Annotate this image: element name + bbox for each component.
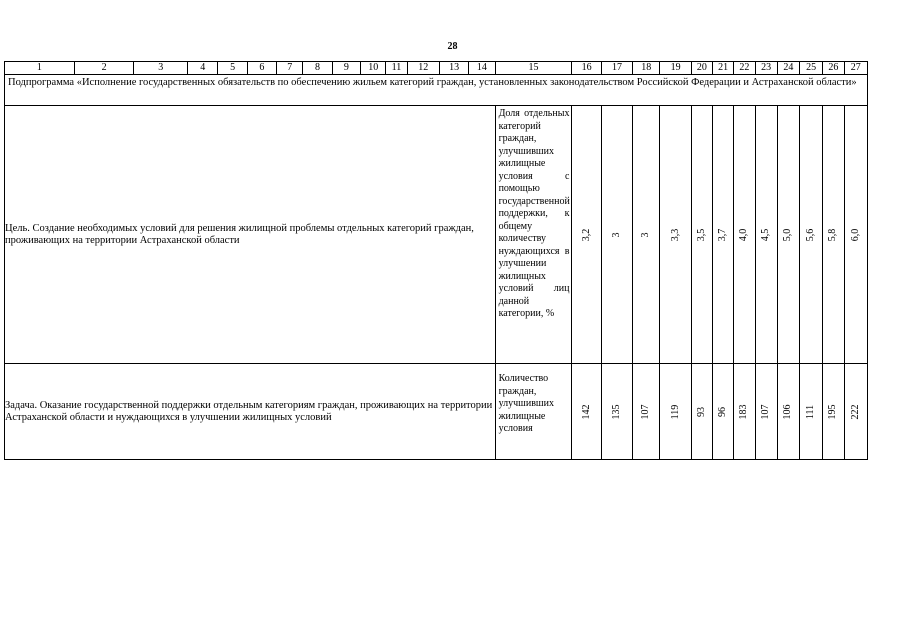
column-number: 22 [734, 62, 755, 75]
value: 111 [805, 404, 817, 419]
value: 107 [760, 404, 772, 419]
value-cell [633, 364, 660, 460]
column-number: 23 [755, 62, 777, 75]
column-number: 17 [601, 62, 632, 75]
value: 96 [717, 406, 729, 417]
value: 3,2 [580, 228, 592, 241]
value-cell [755, 106, 777, 364]
value: 3,3 [669, 228, 681, 241]
value: 3,5 [695, 228, 707, 241]
indicators-table [4, 61, 868, 460]
value: 3 [610, 232, 622, 237]
value-cell [660, 106, 691, 364]
indicator-name: Доля отдельных категорий граждан, улучшивших жилищные условия с помощью государственной поддержки, к общему количеству нуждающихся в улучшении жилищных условий лиц данной категории, % [495, 106, 572, 364]
column-number: 19 [660, 62, 691, 75]
value-cell [844, 106, 867, 364]
column-number: 12 [407, 62, 439, 75]
value-cell [601, 364, 632, 460]
value-cell [734, 106, 755, 364]
column-number: 20 [691, 62, 712, 75]
page-number: 28 [447, 41, 458, 52]
column-number: 15 [495, 62, 572, 75]
column-number: 3 [134, 62, 188, 75]
column-number: 18 [633, 62, 660, 75]
column-number: 13 [439, 62, 468, 75]
value-cell [823, 364, 844, 460]
value: 135 [610, 404, 622, 419]
value: 142 [580, 404, 592, 419]
value-cell [713, 364, 734, 460]
value-cell [572, 106, 601, 364]
value-cell [734, 364, 755, 460]
value: 4,5 [760, 228, 772, 241]
column-number: 27 [844, 62, 867, 75]
value: 106 [782, 404, 794, 419]
value: 183 [738, 404, 750, 419]
value-cell [844, 364, 867, 460]
value-cell [755, 364, 777, 460]
column-number: 25 [800, 62, 823, 75]
value: 3,7 [717, 228, 729, 241]
table-row [5, 106, 868, 364]
column-number: 26 [823, 62, 844, 75]
value-cell [691, 106, 712, 364]
value: 3 [640, 232, 652, 237]
value-cell [660, 364, 691, 460]
column-number: 10 [361, 62, 386, 75]
value: 119 [669, 404, 681, 419]
value: 6,0 [849, 228, 861, 241]
value: 195 [827, 404, 839, 419]
column-number: 5 [218, 62, 247, 75]
column-number: 6 [247, 62, 276, 75]
value: 5,6 [805, 228, 817, 241]
value-cell [777, 364, 799, 460]
column-number: 8 [303, 62, 332, 75]
value: 107 [640, 404, 652, 419]
value-cell [800, 106, 823, 364]
column-number: 11 [386, 62, 407, 75]
value: 222 [849, 404, 861, 419]
value-cell [823, 106, 844, 364]
subprogram-title: Подпрограмма «Исполнение государственных обязательств по обеспечению жильем категорий граждан, установленных законодательством Российской Федерации и Астраханской области» [5, 75, 868, 106]
value-cell [601, 106, 632, 364]
column-number-row [5, 62, 868, 75]
column-number: 21 [713, 62, 734, 75]
value: 5,0 [782, 228, 794, 241]
value: 5,8 [827, 228, 839, 241]
value-cell [691, 364, 712, 460]
value-cell [572, 364, 601, 460]
column-number: 16 [572, 62, 601, 75]
column-number: 4 [188, 62, 218, 75]
value-cell [713, 106, 734, 364]
goal-description: Цель. Создание необходимых условий для решения жилищной проблемы отдельных категорий граждан, проживающих на территории Астраханской области [5, 106, 496, 364]
value: 4,0 [738, 228, 750, 241]
table-row [5, 364, 868, 460]
task-description: Задача. Оказание государственной поддержки отдельным категориям граждан, проживающих на территории Астраханской области и нуждающихся в улучшении жилищных условий [5, 364, 496, 460]
indicator-name: Количество граждан, улучшивших жилищные условия [495, 364, 572, 460]
column-number: 24 [777, 62, 799, 75]
column-number: 14 [469, 62, 495, 75]
column-number: 9 [332, 62, 360, 75]
value-cell [633, 106, 660, 364]
subprogram-row [5, 75, 868, 106]
column-number: 1 [5, 62, 75, 75]
column-number: 7 [277, 62, 303, 75]
value: 93 [695, 406, 707, 417]
value-cell [800, 364, 823, 460]
value-cell [777, 106, 799, 364]
column-number: 2 [74, 62, 134, 75]
